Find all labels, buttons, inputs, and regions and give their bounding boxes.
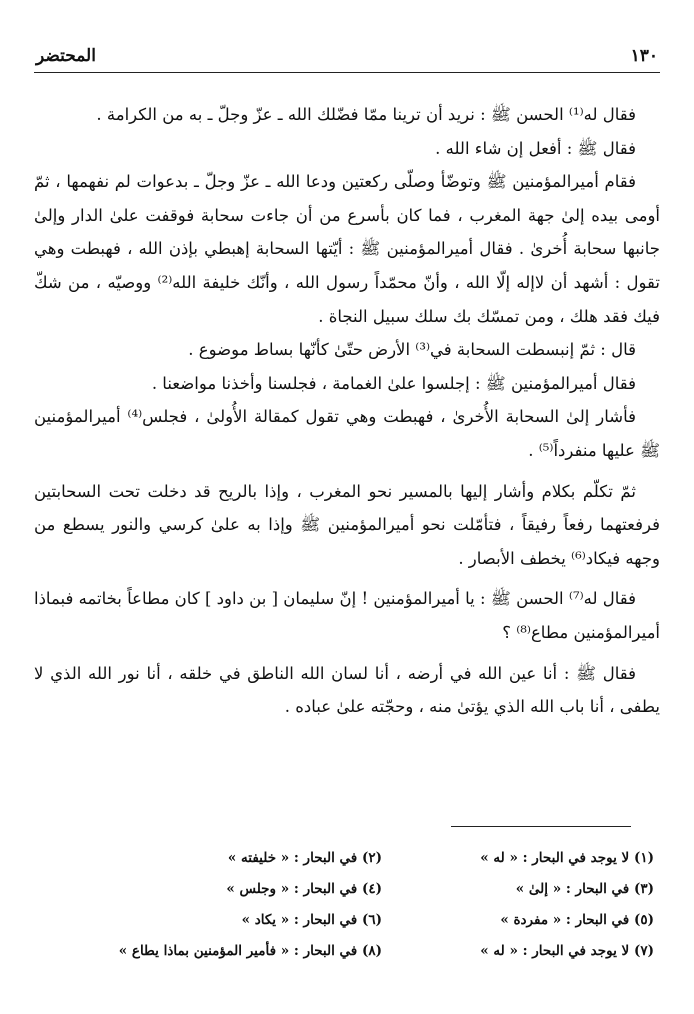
paragraph: ثمّ تكلّم بكلام وأشار إليها بالمسير نحو المغرب ، وإذا بالريح قد دخلت تحت السحابتين فرفعتهما رفعاً رفيقاً ، فتأمّلت نحو أميرالمؤمنين ﷺ وإذا به علىٰ كرسي والنور يسطع من وجهه فيكاد⁽⁶⁾ يخطف الأبصار .: [34, 481, 660, 568]
running-title: المحتضر: [36, 46, 96, 66]
footnote: (٢) في البحار : « خليفته »: [227, 850, 382, 866]
paragraph: فقال ﷺ : أنا عين الله في أرضه ، أنا لسان الله الناطق في خلقه ، أنا نور الله الذي لا يطفى ، أنا باب الله الذي يؤتىٰ منه ، وحجّته علىٰ عباده .: [34, 663, 660, 717]
paragraph: فأشار إلىٰ السحابة الأُخرىٰ ، فهبطت وهي تقول كمقالة الأُولىٰ ، فجلس⁽⁴⁾ أميرالمؤمنين ﷺ عليها منفرداً⁽⁵⁾ .: [34, 407, 660, 460]
paragraph: فقال له⁽¹⁾ الحسن ﷺ : نريد أن ترينا ممّا فضّلك الله ـ عزّ وجلّ ـ به من الكرامة .: [96, 105, 636, 124]
footnote-divider: [451, 826, 631, 827]
footnote: (٨) في البحار : « فأمير المؤمنين بماذا يطاع »: [118, 943, 382, 959]
footnote: (٦) في البحار : « يكاد »: [241, 912, 382, 928]
footnote: (١) لا يوجد في البحار : « له »: [480, 850, 654, 866]
footnotes: [110, 846, 654, 963]
paragraph: فقال أميرالمؤمنين ﷺ : إجلسوا علىٰ الغمامة ، فجلسنا وأخذنا مواضعنا .: [151, 373, 636, 393]
paragraph: فقال ﷺ : أفعل إن شاء الله .: [435, 138, 636, 158]
paragraph: فقام أميرالمؤمنين ﷺ وتوضّأ وصلّى ركعتين ودعا الله ـ عزّ وجلّ ـ بدعوات لم نفهمها ، ثمّ أومى بيده إلىٰ جهة المغرب ، فما كان بأسرع من أن جاءت سحابة فوقفت علىٰ الدار وإلىٰ جانبها سحابة أُخرىٰ . فقال أميرالمؤمنين ﷺ : أيّتها السحابة إهبطي بإذن الله ، فهبطت وهي تقول : أشهد أن لاإله إلّا الله ، وأنّ محمّداً رسول الله ، وأنّك خليفة الله⁽²⁾ ووصيّه ، من شكّ فيك فقد هلك ، ومن تمسّك بك سلك سبيل النجاة .: [34, 172, 660, 326]
footnote: (٤) في البحار : « وجلس »: [226, 881, 382, 897]
page-number: ١٣٠: [630, 46, 658, 66]
main-text: [34, 98, 660, 724]
footnote: (٧) لا يوجد في البحار : « له »: [480, 943, 654, 959]
footnote: (٣) في البحار : « إلىٰ »: [515, 881, 654, 897]
page-header: [34, 42, 660, 73]
paragraph: فقال له⁽⁷⁾ الحسن ﷺ : يا أميرالمؤمنين ! إنّ سليمان [ بن داود ] كان مطاعاً بخاتمه فبماذا أميرالمؤمنين مطاع⁽⁸⁾ ؟: [34, 589, 660, 642]
footnote: (٥) في البحار : « مفردة »: [500, 912, 654, 928]
paragraph: قال : ثمّ إنبسطت السحابة في⁽³⁾ الأرض حتّىٰ كأنّها بساط موضوع .: [188, 340, 636, 360]
